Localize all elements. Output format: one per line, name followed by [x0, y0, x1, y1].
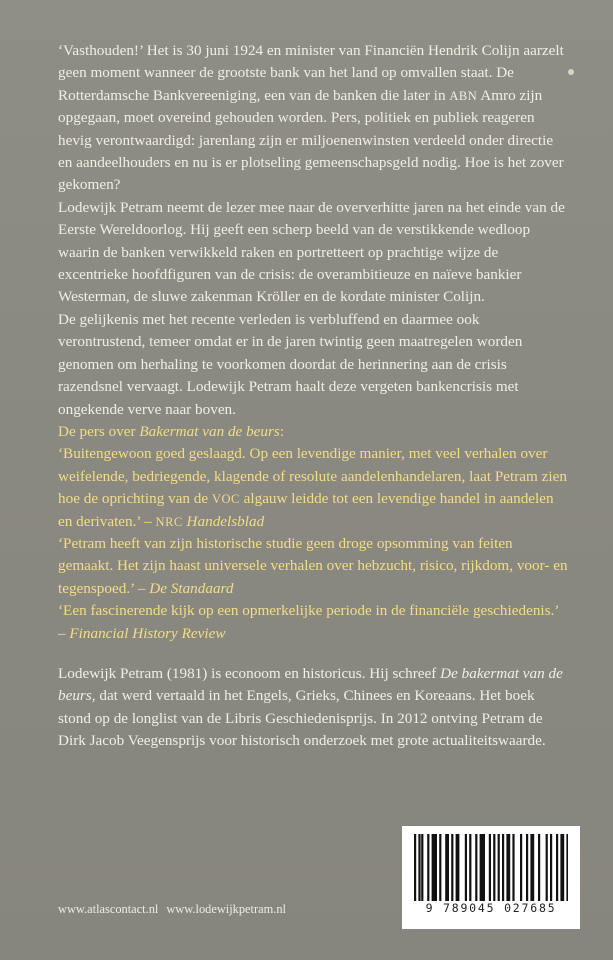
barcode-bar [520, 834, 522, 901]
barcode-bar [550, 834, 552, 901]
barcode-bar [414, 834, 416, 901]
barcode-bar [566, 834, 568, 901]
barcode-bar [469, 834, 471, 901]
press-quote-2: ‘Petram heeft van zijn historische studie geen droge opsomming van feiten gemaakt. Het zijn haast universele verhalen over hebzucht, risico, rijkdom, voor- en tegenspoed.’ – De Standaard [58, 534, 568, 597]
press-heading-title: Bakermat van de beurs [139, 422, 280, 440]
barcode-bar [439, 834, 441, 901]
barcode-bar [538, 834, 540, 901]
abn-abbreviation: ABN [449, 88, 478, 103]
quote-source: Handelsblad [182, 512, 265, 530]
barcode-bar [432, 834, 437, 901]
barcode-bar [526, 834, 528, 901]
barcode-bar [560, 834, 564, 901]
barcode-bar [506, 834, 510, 901]
barcode-bar [480, 834, 485, 901]
barcode-bar [418, 834, 420, 901]
press-quote-1: ‘Buitengewoon goed geslaagd. Op een levendige manier, met veel verhalen over weifelende, bedriegende, klagende of resolute aandelenhandelaren, laat Petram zien hoe de oprichting van de VOC algauw leidde tot een levendige handel in aandelen en derivaten.’ – NRC Handelsblad [58, 445, 567, 530]
decorative-dot [568, 69, 574, 75]
barcode-bar [427, 834, 429, 901]
url-atlascontact[interactable]: www.atlascontact.nl [58, 902, 159, 916]
barcode-bar [421, 834, 423, 901]
barcode-bar [512, 834, 514, 901]
barcode-bar [445, 834, 449, 901]
press-quote-3: ‘Een fascinerende kijk op een opmerkelijke periode in de financiële geschiedenis.’ – Financial History Review [58, 602, 560, 642]
quote-source: Financial History Review [69, 624, 226, 642]
barcode-bar [502, 834, 504, 901]
barcode-bar [489, 834, 491, 901]
quote-source-caps: NRC [155, 514, 183, 529]
intro-paragraph-3: De gelijkenis met het recente verleden is verbluffend en daarmee ook verontrustend, temeer omdat er in de jaren twintig geen maatregelen worden genomen om herhaling te voorkomen doordat de herinnering aan de crisis razendsnel vervaagt. Lodewijk Petram haalt deze vergeten bankencrisis met ongekende verve naar boven. [58, 310, 523, 418]
quote-source: De Standaard [149, 579, 234, 597]
barcode-bar [498, 834, 500, 901]
cover-text [58, 40, 568, 753]
footer-urls [58, 902, 286, 917]
barcode-bars [414, 834, 568, 901]
barcode-bar [475, 834, 477, 901]
bio-book-title: De bakermat van de beurs [58, 664, 563, 705]
isbn-barcode [402, 826, 580, 929]
barcode-bar [493, 834, 495, 901]
press-heading: De pers over Bakermat van de beurs: [58, 422, 285, 440]
isbn-number: 9 789045 027685 [425, 901, 557, 915]
barcode-bar [556, 834, 558, 901]
barcode-bar [530, 834, 534, 901]
barcode-bar [451, 834, 453, 901]
url-lodewijkpetram[interactable]: www.lodewijkpetram.nl [166, 902, 286, 916]
barcode-bar [546, 834, 548, 901]
intro-paragraph-2: Lodewijk Petram neemt de lezer mee naar de oververhitte jaren na het einde van de Eerste Wereldoorlog. Hij geeft een scherp beeld van de verstikkende wedloop waarin de banken verwikkeld raken en portretteert op prachtige wijze de excentrieke hoofdfiguren van de crisis: de overambitieuze en naïeve bankier Westerman, de sluwe zakenman Kröller en de kordate minister Colijn. [58, 198, 565, 306]
barcode-bar [465, 834, 467, 901]
author-bio: Lodewijk Petram (1981) is econoom en historicus. Hij schreef De bakermat van de beurs, dat werd vertaald in het Engels, Grieks, Chinees en Koreaans. Het boek stond op de longlist van de Libris Geschiedenisprijs. In 2012 ontving Petram de Dirk Jacob Veegensprijs voor historisch onderzoek met grote actualiteitswaarde. [58, 664, 563, 750]
intro-paragraph-1: ‘Vasthouden!’ Het is 30 juni 1924 en minister van Financiën Hendrik Colijn aarzelt geen moment wanneer de grootste bank van het land op omvallen staat. De Rotterdamsche Bankvereeniging, een van de banken die later in ABN Amro zijn opgegaan, moet overeind gehouden worden. Pers, politiek en publiek reageren hevig verontwaardigd: jarenlang zijn er miljoenenwinsten verdeeld onder directie en aandeelhouders en nu is er plotseling gemeenschapsgeld nodig. Hoe is het zover gekomen? [58, 42, 564, 194]
voc-abbreviation: VOC [211, 492, 240, 507]
barcode-bar [456, 834, 460, 901]
